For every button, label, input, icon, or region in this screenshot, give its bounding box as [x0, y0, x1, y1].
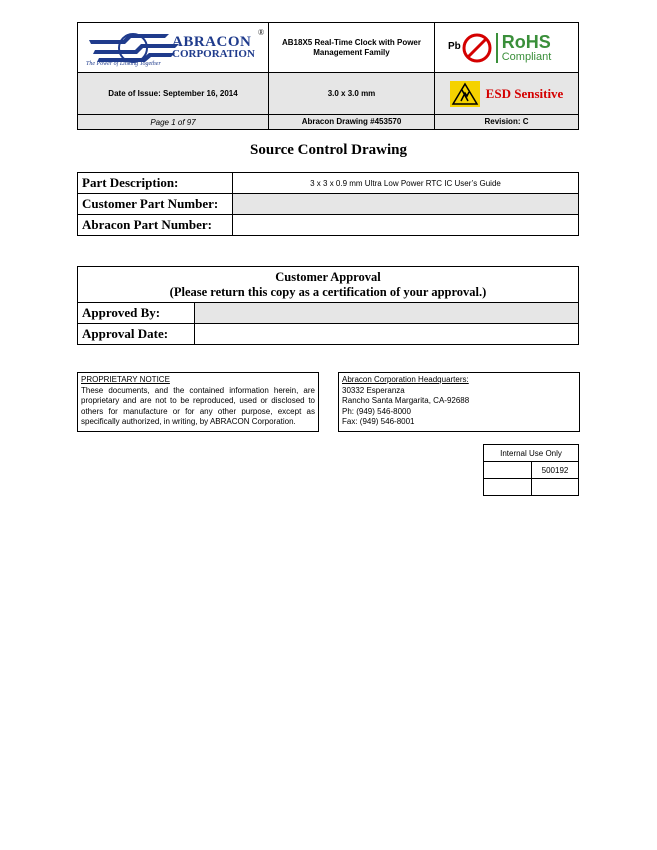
proprietary-line: others for manufacture or for any other purpose, except as	[81, 406, 315, 416]
package-size: 3.0 x 3.0 mm	[327, 88, 376, 98]
esd-label: ESD Sensitive	[485, 85, 564, 101]
proprietary-line: proprietary and are not to be reproduced, used or disclosed to	[81, 396, 315, 405]
approval-date-label: Approval Date:	[78, 324, 195, 345]
issue-date-cell	[78, 73, 268, 114]
internal-use-cell	[484, 479, 532, 496]
customer-part-number-label: Customer Part Number:	[78, 194, 233, 215]
proprietary-heading: PROPRIETARY NOTICE	[81, 375, 170, 384]
revision-cell	[435, 115, 578, 129]
approval-heading	[78, 267, 579, 303]
approval-date-field[interactable]	[195, 324, 579, 345]
registered-mark: ®	[258, 28, 265, 37]
document-header	[77, 22, 579, 130]
logo-wordmark: ABRACON	[172, 34, 252, 50]
approval-table	[77, 266, 579, 345]
logo-tagline: The Power of Linking Together	[86, 61, 161, 67]
product-title: AB18X5 Real-Time Clock with Power Management Family	[281, 37, 421, 57]
approval-heading-title: Customer Approval	[275, 269, 381, 284]
customer-part-number-field[interactable]	[233, 194, 579, 215]
package-size-cell	[269, 73, 434, 114]
issue-date: Date of Issue: September 16, 2014	[108, 88, 238, 98]
internal-use-cell	[532, 479, 579, 496]
drawing-number-cell	[269, 115, 434, 129]
pb-symbol: Pb	[448, 41, 461, 52]
page-info: Page 1 of 97	[150, 117, 196, 127]
table-row	[78, 173, 579, 194]
table-row	[78, 324, 579, 345]
rohs-title: RoHS	[501, 31, 551, 52]
headquarters-fax: Fax: (949) 546-8001	[342, 417, 415, 426]
proprietary-line: specifically authorized, in writing, by ABRACON Corporation.	[81, 417, 296, 426]
table-row	[78, 194, 579, 215]
internal-use-heading: Internal Use Only	[484, 445, 579, 462]
product-title-cell	[269, 23, 434, 72]
page-info-cell	[78, 115, 268, 129]
headquarters-box	[338, 372, 580, 432]
approved-by-field[interactable]	[195, 303, 579, 324]
table-row	[484, 479, 579, 496]
headquarters-phone: Ph: (949) 546-8000	[342, 406, 411, 416]
part-description-value: 3 x 3 x 0.9 mm Ultra Low Power RTC IC User’s Guide	[233, 173, 579, 194]
table-row	[484, 462, 579, 479]
proprietary-notice	[77, 372, 319, 432]
headquarters-heading: Abracon Corporation Headquarters:	[342, 375, 469, 384]
abracon-part-number-field[interactable]	[233, 215, 579, 236]
internal-use-code: 500192	[532, 462, 579, 479]
headquarters-city: Rancho Santa Margarita, CA-92688	[342, 396, 470, 405]
table-row	[78, 215, 579, 236]
esd-warning-icon	[450, 81, 480, 107]
logo-subtitle: CORPORATION	[172, 48, 255, 60]
abracon-part-number-label: Abracon Part Number:	[78, 215, 233, 236]
rohs-subtitle: Compliant	[501, 50, 552, 63]
page-title: Source Control Drawing	[250, 142, 407, 158]
esd-cell	[435, 73, 578, 114]
revision: Revision: C	[484, 117, 529, 126]
table-row	[484, 445, 579, 462]
part-description-label: Part Description:	[78, 173, 233, 194]
rohs-divider	[496, 33, 498, 63]
internal-use-cell	[484, 462, 532, 479]
drawing-number: Abracon Drawing #453570	[301, 117, 402, 126]
headquarters-address: 30332 Esperanza	[342, 385, 405, 395]
proprietary-line: These documents, and the contained information herein, are	[81, 385, 315, 395]
table-row	[78, 303, 579, 324]
internal-use-table	[483, 444, 579, 496]
approved-by-label: Approved By:	[78, 303, 195, 324]
table-row	[78, 267, 579, 303]
part-table	[77, 172, 579, 236]
approval-heading-note: (Please return this copy as a certification of your approval.)	[169, 284, 487, 299]
no-lead-icon	[462, 33, 492, 63]
